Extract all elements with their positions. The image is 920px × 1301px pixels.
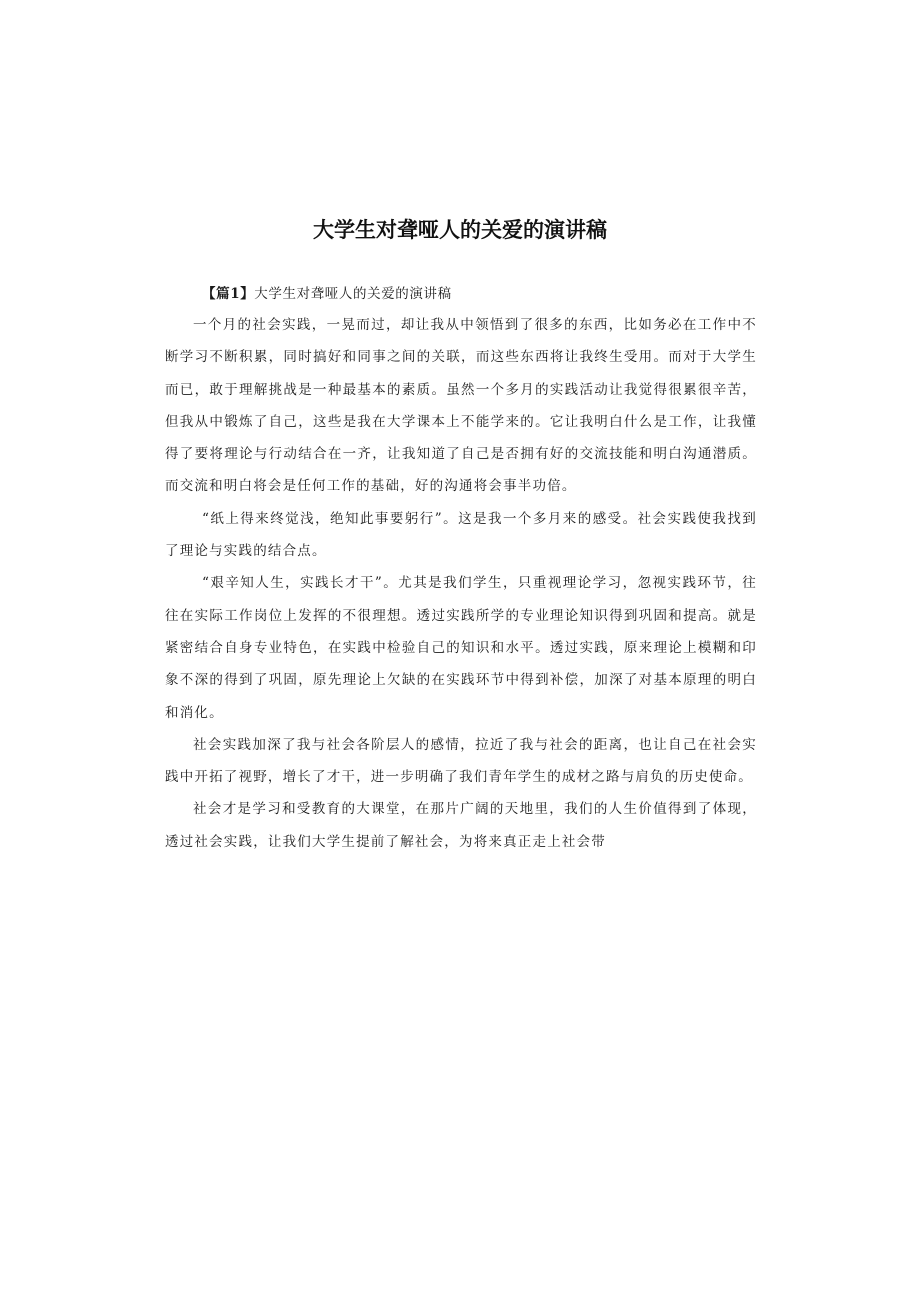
paragraph-3: “艰辛知人生，实践长才干”。尤其是我们学生，只重视理论学习，忽视实践环节，往往在实际工作岗位上发挥的不很理想。透过实践所学的专业理论知识得到巩固和提高。就是紧密结合自身专业特色，在实践中检验自己的知识和水平。透过实践，原来理论上模糊和印象不深的得到了巩固，原先理论上欠缺的在实践环节中得到补偿，加深了对基本原理的明白和消化。 [165, 575, 757, 721]
paragraph-5: 社会才是学习和受教育的大课堂，在那片广阔的天地里，我们的人生价值得到了体现，透过社会实践，让我们大学生提前了解社会，为将来真正走上社会带 [165, 801, 757, 850]
document-title: 大学生对聋哑人的关爱的演讲稿 [313, 218, 607, 242]
section-tag: 【篇1】 [202, 286, 255, 302]
paragraph-1: 一个月的社会实践，一晃而过，却让我从中领悟到了很多的东西，比如务必在工作中不断学习不断积累，同时搞好和同事之间的关联，而这些东西将让我终生受用。而对于大学生而已，敢于理解挑战是一种最基本的素质。虽然一个多月的实践活动让我觉得很累很辛苦，但我从中锻炼了自己，这些是我在大学课本上不能学来的。它让我明白什么是工作，让我懂得了要将理论与行动结合在一齐，让我知道了自己是否拥有好的交流技能和明白沟通潜质。而交流和明白将会是任何工作的基础，好的沟通将会事半功倍。 [165, 317, 757, 495]
section-heading-text: 大学生对聋哑人的关爱的演讲稿 [254, 286, 452, 302]
section-heading [165, 279, 757, 309]
paragraph-2: “纸上得来终觉浅，绝知此事要躬行”。这是我一个多月来的感受。社会实践使我找到了理论与实践的结合点。 [165, 510, 757, 560]
paragraph-4: 社会实践加深了我与社会各阶层人的感情，拉近了我与社会的距离，也让自己在社会实践中开拓了视野，增长了才干，进一步明确了我们青年学生的成材之路与肩负的历史使命。 [165, 736, 757, 786]
document-body [165, 279, 757, 858]
